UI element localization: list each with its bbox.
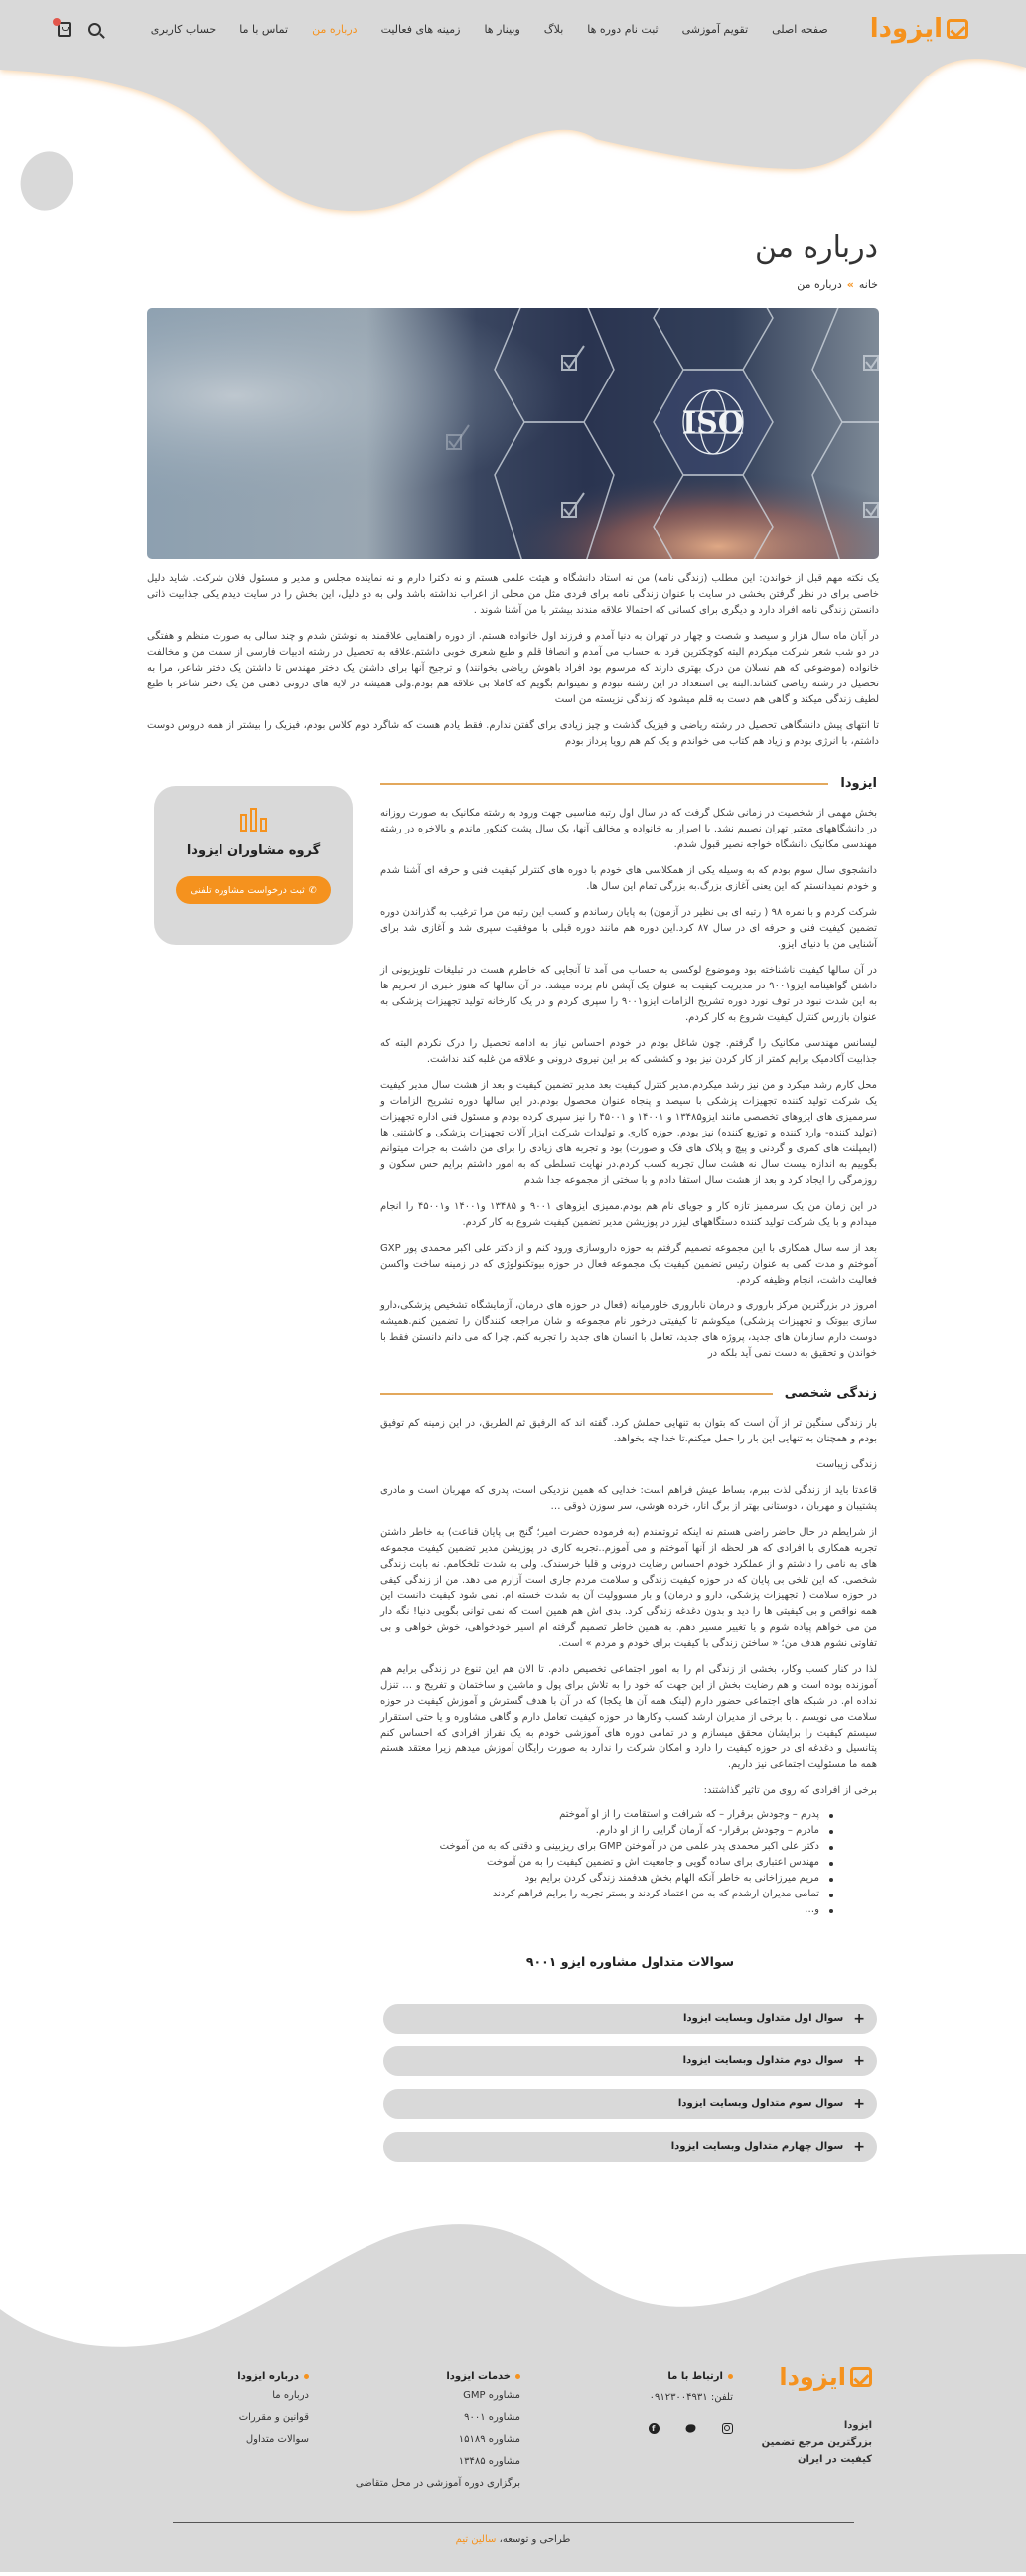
- footer-brand: [753, 2363, 872, 2468]
- footer-heading: درباره ایزودا: [237, 2371, 309, 2382]
- section-title: زندگی شخصی: [784, 1386, 877, 1401]
- list-item: مهندس اعتباری برای ساده گویی و جامعیت اش و تضمین کیفیت را به من آموخت: [380, 1855, 833, 1871]
- nav-item-about-me[interactable]: درباره من: [312, 22, 358, 36]
- faq-question: سوال دوم متداول وبسایت ایزودا: [682, 2055, 844, 2066]
- cta-label: ثبت درخواست مشاوره تلفنی: [190, 884, 305, 896]
- nav-item-course-registration[interactable]: ثبت نام دوره ها: [587, 22, 659, 36]
- section-divider: [380, 783, 828, 785]
- iso-illustration: [147, 308, 879, 559]
- footer-link[interactable]: سوالات متداول: [245, 2434, 309, 2445]
- list-item: دکتر علی اکبر محمدی پدر علمی من در آموختن GMP برای ریزبینی و دقتی که به من آموخت: [380, 1839, 833, 1855]
- footer-link[interactable]: مشاوره GMP: [463, 2390, 520, 2401]
- footer-logo[interactable]: [753, 2363, 872, 2391]
- instagram-icon[interactable]: [722, 2423, 733, 2434]
- faq-section: [383, 1954, 877, 2162]
- footer-heading: ارتباط با ما: [649, 2371, 733, 2382]
- title-block: [0, 228, 1026, 308]
- nav-item-fields[interactable]: زمینه های فعالیت: [380, 22, 461, 36]
- paragraph: برخی از افرادی که روی من تاثیر گذاشتند:: [703, 1785, 877, 1796]
- faq-question: سوال سوم متداول وبسایت ایزودا: [677, 2098, 844, 2109]
- credit-team-link[interactable]: سالین تیم: [455, 2534, 497, 2545]
- nav-item-blog[interactable]: بلاگ: [543, 22, 564, 36]
- breadcrumb: [0, 278, 878, 291]
- footer-contact: [649, 2371, 733, 2434]
- faq-list: [383, 2004, 877, 2162]
- card-title: گروه مشاوران ایزودا: [186, 843, 321, 858]
- list-item: مریم میرزاخانی به خاطر آنکه الهام بخش هدفمند زندگی کردن برایم بود: [380, 1871, 833, 1887]
- footer-divider: [173, 2522, 854, 2523]
- footer-link[interactable]: قوانین و مقررات: [238, 2412, 309, 2423]
- main-content: [380, 776, 877, 2175]
- list-item: تمامی مدیران ارشدم که به من اعتماد کردند و بستر تجربه را برایم فراهم کردند: [380, 1887, 833, 1902]
- paragraph: بعد از سه سال همکاری با این مجموعه تصمیم گرفتم به حوزه داروسازی ورود کنم و از دکتر علی اکبر محمدی پور GXP آموختم و مدت کمی به عنوان رئیس تضمین کیفیت یک مجموعه فعال در حوزه بیوتکنولوژی که در زمینه ساخت واکسن فعالیت داشت، انجام وظیفه کردم.: [380, 1243, 877, 1286]
- intro-paragraph: در آبان ماه سال هزار و سیصد و شصت و چهار در تهران به دنیا آمدم و فرزند اول خانواده هستم. از دوره راهنمایی علاقمند به نوشتن شدم و چند سالی به صورت منظم و هفتگی در دو شب شعر شرکت میکردم البته کوچکترین فرد به حساب می آمدم و انصافا قلم و طبع شعری خوبی داشتم.علاقه به تحصیل در رشته ادبیات فارسی از سمت من و مخالفت خانواده (موضوعی که هم نسلان من درک بهتری دارند که مرسوم بود افراد باهوش ریاضی بخوانند) و ترجیح آنها برای داشتن یک دختر مهندس تا داشتن یک دختر شاعر، مرا به تحصیل در رشته ریاضی کشاند.البته بی استعداد در این رشته نبودم و نمیتوانم بگویم که کاملا بی علاقه هم بودم.ولی همیشه در لایه های درونی ذهنی من یک دختر شاعر با طبع لطیف زندگی میکند و گاهی هم دست به قلم میشود که زندگی نزیسته من است: [147, 631, 879, 705]
- footer-link[interactable]: درباره ما: [272, 2390, 309, 2401]
- breadcrumb-current: درباره من: [797, 278, 842, 291]
- nav-item-home[interactable]: صفحه اصلی: [772, 22, 828, 36]
- site-footer: [0, 2363, 1026, 2522]
- plus-icon: +: [853, 2096, 865, 2112]
- breadcrumb-home[interactable]: خانه: [858, 278, 878, 291]
- page-title: درباره من: [755, 230, 878, 265]
- content-columns: [149, 776, 877, 2175]
- phone-icon: ✆: [308, 884, 317, 896]
- plus-icon: +: [853, 2139, 865, 2155]
- footer-heading: خدمات ایزودا: [356, 2371, 520, 2382]
- brand-tagline: بزرگترین مرجع تضمین کیفیت در ایران: [761, 2437, 872, 2465]
- faq-question: سوال چهارم متداول وبسایت ایزودا: [670, 2141, 844, 2152]
- faq-item[interactable]: [383, 2089, 877, 2119]
- phone-label: تلفن:: [710, 2392, 733, 2403]
- iso-hero-image: [147, 308, 879, 559]
- phone-consultation-button[interactable]: [176, 876, 331, 904]
- footer-wrap: [0, 2195, 1026, 2572]
- plus-icon: +: [853, 2011, 865, 2027]
- paragraph: در آن سالها کیفیت ناشناخته بود وموضوع لوکسی به حساب می آمد تا آنجایی که خاطرم هست در تبلیغات تلویزیونی از داشتن گواهینامه ایزو۹۰۰۱ در مدیریت کیفیت به عنوان یک آپشن نام برده میشد. در آن سالها که هنوز خبری از تحریم ها به این شدت نبود در توف نورد دوره تشریح الزامات ایزو۹۰۰۱ را سپری کردم و در یک کارخانه تولید تجهیزات پزشکی به عنوان بازرس کنترل کیفیت شروع به کار کردم.: [380, 965, 877, 1023]
- intro-paragraph: تا انتهای پیش دانشگاهی تحصیل در رشته ریاضی و فیزیک گذشت و چیز زیادی برای گفتن ندارم. فقط یادم هست که شاگرد دوم کلاس بودم، فیزیک را بیشتر از همه دروس دوست داشتم، با انرژی بودم و زیاد هم کتاب می خواندم و یک کم هم رویا پرداز بودم: [147, 720, 879, 747]
- twitter-icon[interactable]: [686, 2424, 696, 2432]
- faq-item[interactable]: [383, 2132, 877, 2162]
- list-item: مادرم – وجودش برقرار- که آرمان گرایی را از او دارم.: [380, 1823, 833, 1839]
- check-icon: [850, 2367, 872, 2387]
- section-header-izoda: [380, 776, 877, 792]
- plus-icon: +: [853, 2053, 865, 2069]
- paragraph: بار زندگی سنگین تر از آن است که بتوان به تنهایی حملش کرد. گفته اند که الرفیق ثم الطریق، در این زمینه کم توفیق بودم و همچنان به تنهایی این بار را حمل میکنم.تا خدا چه بخواهد.: [380, 1418, 877, 1444]
- footer-link[interactable]: برگزاری دوره آموزشی در محل متقاضی: [355, 2478, 520, 2489]
- paragraph: بخش مهمی از شخصیت در زمانی شکل گرفت که در سال اول رتبه مناسبی جهت ورود به رشته مکانیک به صورت روزانه در دانشگاههای معتبر تهران نصیبم نشد. با اصرار به خانواده و مخالف آنها، یک سال پشت کنکور ماندم و بالاخره در رشته مهندسی مکانیک دانشگاه خواجه نصیر قبول شدم.: [380, 808, 877, 850]
- section-divider: [380, 1393, 773, 1395]
- nav-item-contact[interactable]: تماس با ما: [239, 22, 289, 36]
- list-item: پدرم – وجودش برقرار – که شرافت و استقامت را از او آموختم: [380, 1807, 833, 1823]
- footer-about: [237, 2371, 309, 2456]
- faq-question: سوال اول متداول وبسایت ایزودا: [683, 2013, 844, 2024]
- paragraph: در این زمان من یک سرممیز تازه کار و جویای نام هم بودم.ممیزی ایزوهای ۹۰۰۱ و ۱۳۴۸۵ و۱۴۰۰۱ و۴۵۰۰۱ را انجام میدادم و با یک شرکت تولید کننده دستگاههای لیزر در پوزیشن مدیر تضمین کیفیت شروع به کار کردم.: [380, 1201, 877, 1228]
- paragraph: قاعدتا باید از زندگی لذت ببرم، بساط عیش فراهم است: خدایی که همین نزدیکی است، پدری که مهربان است و مادری پشتیبان و مهربان ، دوستانی بهتر از برگ انار، خرده هوشی، سر سوزن ذوقی …: [380, 1485, 877, 1512]
- footer-credit: [0, 2534, 1026, 2545]
- footer-link[interactable]: مشاوره ۱۳۴۸۵: [458, 2456, 520, 2467]
- logo-text: ایزودا: [779, 2363, 846, 2391]
- nav-item-account[interactable]: حساب کاربری: [150, 22, 217, 36]
- intro-text: [147, 571, 879, 750]
- footer-description: [753, 2417, 872, 2468]
- footer-link[interactable]: مشاوره ۱۵۱۸۹: [458, 2434, 520, 2445]
- paragraph: امروز در بزرگترین مرکز باروری و درمان ناباروری خاورمیانه (فعال در حوزه های درمان، آزمایشگاه تشخیص پزشکی،دارو سازی بیوتک و تجهیزات پزشکی) میکوشم تا کیفیتی درخور نام مجموعه و شان مراجعه کنندگان را تضمین کنم.همیشه دوست دارم سازمان های جدید، پروژه های جدید، تعامل با انسان های جدید را تجربه کنم. چرا که می دانم دانستن فقط با خواندن و تحقیق به دست نمی آید بلکه در: [380, 1300, 877, 1359]
- sidebar-column: [149, 776, 353, 2175]
- credit-prefix: طراحی و توسعه،: [499, 2534, 571, 2545]
- breadcrumb-separator-icon: »: [846, 278, 854, 291]
- intro-paragraph: یک نکته مهم قبل از خواندن: این مطلب (زندگی نامه) من نه استاد دانشگاه و هیئت علمی هستم و نه دکترا دارم و نه نماینده مجلس و مدیر و مسئول فلان شرکت. شاید دلیل خاصی برای در نظر گرفتن بخشی در سایت با عنوان زندگی نامه برای فردی مثل من محلی از اعراب نداشته باشد ولی به دو دلیل، این بخش را در سایت دیدم یکی جذابیت ذاتی دانستن زندگی نامه افراد دارد و دیگری برای کسانی که احتمالا علاقه مندند بیشتر با من آشنا شوند .: [147, 573, 879, 616]
- influencers-list: [380, 1807, 833, 1918]
- paragraph: زندگی زیباست: [815, 1459, 877, 1470]
- list-item: و…: [380, 1902, 833, 1918]
- paragraph: لذا در کنار کسب وکار، بخشی از زندگی ام را به امور اجتماعی تخصیص دادم. تا الان هم این تنوع در زندگی برایم هم آموزنده بوده است و هم رضایت بخش از این جهت که خود را به تلاش برای پول و ماشین و ساختمان و تفریح و … تنزل نداده ام. در شبکه های اجتماعی حضور دارم (لینک همه آن ها یکجا) که در آن با هدف گسترش و آموزش کیفیت در حوزه سلامت می نویسم . با برخی از مدیران ارشد کسب وکارها در حوزه کیفیت تعامل دارم و گاهی مشاوره و یا حتی استقرار سیستم کیفیت را برایشان محقق میسازم و در تمامی دوره های آموزشی خودم به یک نفراز افرادی که احساس کنم پتانسیل و دغدغه ای در حوزه کیفیت را دارد و امکان شرکت را ندارد به صورت رایگان آموزش میدهم زیرا معتقد هستم همه ما مسئولیت اجتماعی نیز داریم.: [380, 1664, 877, 1770]
- iso-label: ISO: [682, 406, 744, 441]
- logo-text: ایزودا: [869, 14, 943, 44]
- paragraph: محل کارم رشد میکرد و من نیز رشد میکردم.مدیر کنترل کیفیت بعد مدیر تضمین کیفیت و بعد از هشت سال مدیر کیفیت یک شرکت تولید کننده تجهیزات پزشکی با سیصد و پنجاه عنوان محصول بودم.در این سالها دوره تشریح الزامات و سرممیزی های ایزوهای تخصصی مانند ایزو۱۳۴۸۵ و ۱۴۰۰۱ و ۴۵۰۰۱ را نیز سپری کرده بودم و مسئول فنی اداره تجهیزات (تولید کننده- وارد کننده و توزیع کننده) نیز بودم. حوزه کاری و تولیدات شرکت ابزار آلات تجهیزات پزشکی و کاشتنی ها (ایمپلنت های کمری و گردنی و پیچ و پلاک های فک و صورت) بود و تجربه های زیادی را برای من داشت به جرات میتوانم بگوییم به اندازه بیست سال نه هشت سال تجربه کسب کردم.در نهایت تسلطی که به امور داشتم برایم حس سکون و روزمرگی را ایجاد کرد و بعد از هشت سال استفا دادم و با سختی از مجموعه جدا شدم: [380, 1080, 877, 1186]
- faq-item[interactable]: [383, 2004, 877, 2034]
- phone-number[interactable]: ۰۹۱۲۳۰۰۴۹۳۱: [649, 2392, 708, 2403]
- paragraph: شرکت کردم و با نمره ۹۸ ( رتبه ای بی نظیر در آزمون) به پایان رساندم و کسب این رتبه من مرا ترغیب به گذراندن دوره تضمین کیفیت فنی و حرفه ای در سال ۸۷ کرد.این دوره هم مانند دوره قبلی با موفقیت سپری شد و آغازی شد برای آشنایی من با دنیای ایزو.: [380, 907, 878, 950]
- phone-row: [649, 2392, 733, 2403]
- footer-link[interactable]: مشاوره ۹۰۰۱: [464, 2412, 520, 2423]
- bar-chart-icon: [240, 808, 267, 832]
- nav-item-calendar[interactable]: تقویم آموزشی: [681, 22, 749, 36]
- social-links: [649, 2423, 733, 2434]
- section-title: ایزودا: [840, 776, 877, 791]
- paragraph: دانشجوی سال سوم بودم که به وسیله یکی از همکلاسی های خودم با دوره های کنترلر کیفیت فنی و حرفه ای آشنا شدم و خودم نمیدانستم که این یعنی آغازی بزرگ.به بزرگی تمام این سال ها.: [380, 865, 877, 892]
- paragraph: از شرایطم در حال حاضر راضی هستم نه اینکه ثروتمندم (به فرموده حضرت امیر؛ گنج بی پایان قناعت) به خاطر داشتن تجربه همکاری با افرادی که هر لحظه از آنها آموختم و می آموزم..تجربه کاری در پوزیشن مدیر تضمین کیفیت مجموعه های به نامی را داشتم و از عملکرد خودم احساس رضایت درونی و قلبا خرسندک. ولی به شدت تلخکامم. نه بابت زندگی شخصی. که این تلخی بی پایان که در حوزه کیفیت زندگی و سلامت مردم جاری است آزارم می دهد. من از زندگی کیفی در حوزه سلامت ( تجهیزات پزشکی، دارو و درمان) و بار مسوولیت آن به شدت خسته ام. نمی شود کیفیت دانست این همه نواقص و بی کیفیتی ها را دید و بدون دغدغه زندگی کرد. بدی اش هم همین است که نمی توانی بگویی دنیا! نگه دار من می خواهم پیاده شوم و یا تغییر مسیر دهم. به همین خاطر تصمیم گرفته ام اسیر خودخواهی، خوش خواهی و بی تفاوتی نشوم هدف من؛ « ساختن زندگی با کیفیت برای خودم و مردم » است.: [380, 1527, 877, 1649]
- facebook-icon[interactable]: [649, 2423, 660, 2434]
- nav-item-webinars[interactable]: وبینار ها: [484, 22, 520, 36]
- section-header-personal: [380, 1386, 877, 1402]
- faq-title: سوالات متداول مشاوره ایزو ۹۰۰۱: [525, 1954, 735, 1969]
- faq-item[interactable]: [383, 2046, 877, 2076]
- paragraph: لیسانس مهندسی مکانیک را گرفتم. چون شاغل بودم در خودم احساس نیاز به ادامه تحصیل را درک نکردم البته که جذابیت آکادمیک برایم کمتر از کار کردن نیز بود و کششی که بر این نیروی درونی و علاقه من غلبه کند نداشت.: [380, 1038, 877, 1065]
- consultants-card: [154, 786, 353, 945]
- footer-services: [356, 2371, 520, 2500]
- brand-name: ایزودا: [843, 2420, 872, 2431]
